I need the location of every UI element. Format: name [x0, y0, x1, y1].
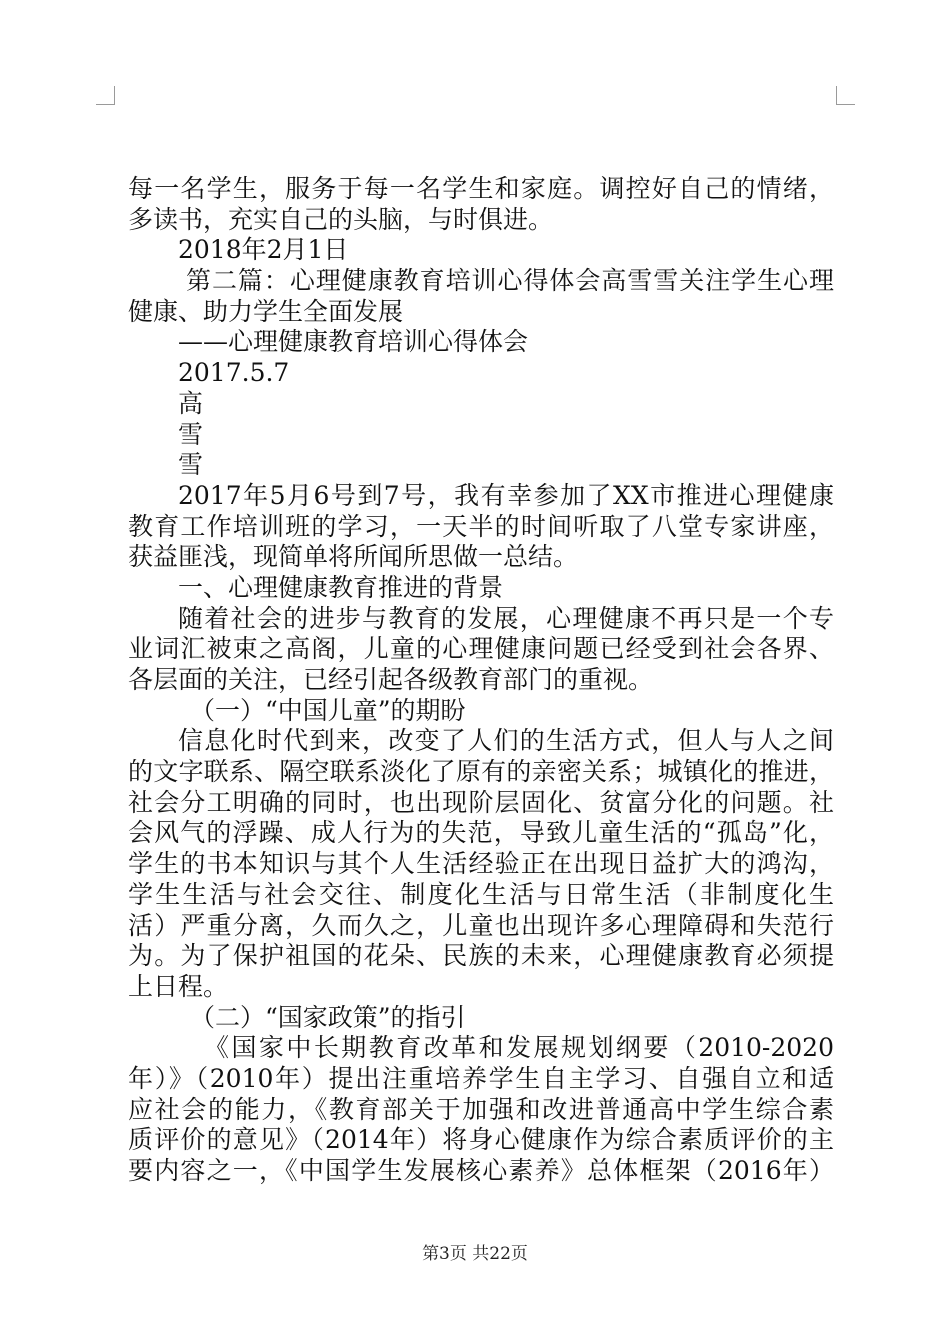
document-body — [128, 174, 834, 1187]
paragraph-line: 信息化时代到来，改变了人们的生活方式，但人与人之间 — [178, 726, 834, 756]
paragraph-line: 的文字联系、隔空联系淡化了原有的亲密关系；城镇化的推进， — [128, 757, 834, 787]
text-line: 多读书，充实自己的头脑，与时俱进。 — [128, 204, 554, 234]
text-line: 每一名学生，服务于每一名学生和家庭。调控好自己的情绪， — [128, 174, 834, 203]
author-char: 雪 — [178, 450, 204, 480]
paragraph-line: 会风气的浮躁、成人行为的失范，导致儿童生活的“孤岛”化， — [128, 818, 834, 848]
paragraph-line: 年）》（2010年）提出注重培养学生自主学习、自强自立和适 — [128, 1063, 834, 1093]
subheading-line: （二）“国家政策”的指引 — [190, 1002, 466, 1032]
heading-line: 一、心理健康教育推进的背景 — [178, 572, 504, 602]
paragraph-line: 要内容之一，《中国学生发展核心素养》总体框架（2016年） — [128, 1156, 834, 1185]
section-title: 第二篇：心理健康教育培训心得体会高雪雪关注学生心理 — [186, 266, 834, 296]
paragraph-line: 获益匪浅，现简单将所闻所思做一总结。 — [128, 542, 579, 572]
paragraph-line: 随着社会的进步与教育的发展，心理健康不再只是一个专 — [178, 603, 834, 633]
paragraph-line: 各层面的关注，已经引起各级教育部门的重视。 — [128, 665, 654, 694]
crop-mark-top-right — [836, 86, 855, 105]
paragraph-line: 质评价的意见》（2014年）将身心健康作为综合素质评价的主 — [128, 1125, 834, 1155]
paragraph-line: 为。为了保护祖国的花朵、民族的未来，心理健康教育必须提 — [128, 941, 834, 971]
subtitle: ——心理健康教育培训心得体会 — [178, 327, 529, 357]
date-line: 2018年2月1日 — [178, 235, 349, 265]
section-title-continued: 健康、助力学生全面发展 — [128, 296, 404, 326]
paragraph-line: 业词汇被束之高阁，儿童的心理健康问题已经受到社会各界、 — [128, 634, 834, 664]
paragraph-line: 《国家中长期教育改革和发展规划纲要（2010-2020 — [204, 1033, 834, 1063]
subheading-line: （一）“中国儿童”的期盼 — [190, 695, 466, 725]
paragraph-line: 教育工作培训班的学习，一天半的时间听取了八堂专家讲座， — [128, 511, 834, 541]
paragraph-line: 上日程。 — [128, 971, 229, 1001]
author-char: 高 — [178, 388, 204, 418]
paragraph-line: 学生生活与社会交往、制度化生活与日常生活（非制度化生 — [128, 879, 834, 909]
date-line: 2017.5.7 — [178, 358, 290, 388]
author-char: 雪 — [178, 419, 204, 449]
paragraph-line: 活）严重分离，久而久之，儿童也出现许多心理障碍和失范行 — [128, 910, 834, 940]
paragraph-line: 2017年5月6号到7号，我有幸参加了XX市推进心理健康 — [178, 480, 834, 510]
crop-mark-top-left — [96, 86, 115, 105]
paragraph-line: 学生的书本知识与其个人生活经验正在出现日益扩大的鸿沟， — [128, 849, 834, 879]
paragraph-line: 应社会的能力，《教育部关于加强和改进普通高中学生综合素 — [128, 1094, 834, 1124]
page-footer: 第3页 共22页 — [422, 1244, 528, 1264]
paragraph-line: 社会分工明确的同时，也出现阶层固化、贫富分化的问题。社 — [128, 787, 834, 817]
